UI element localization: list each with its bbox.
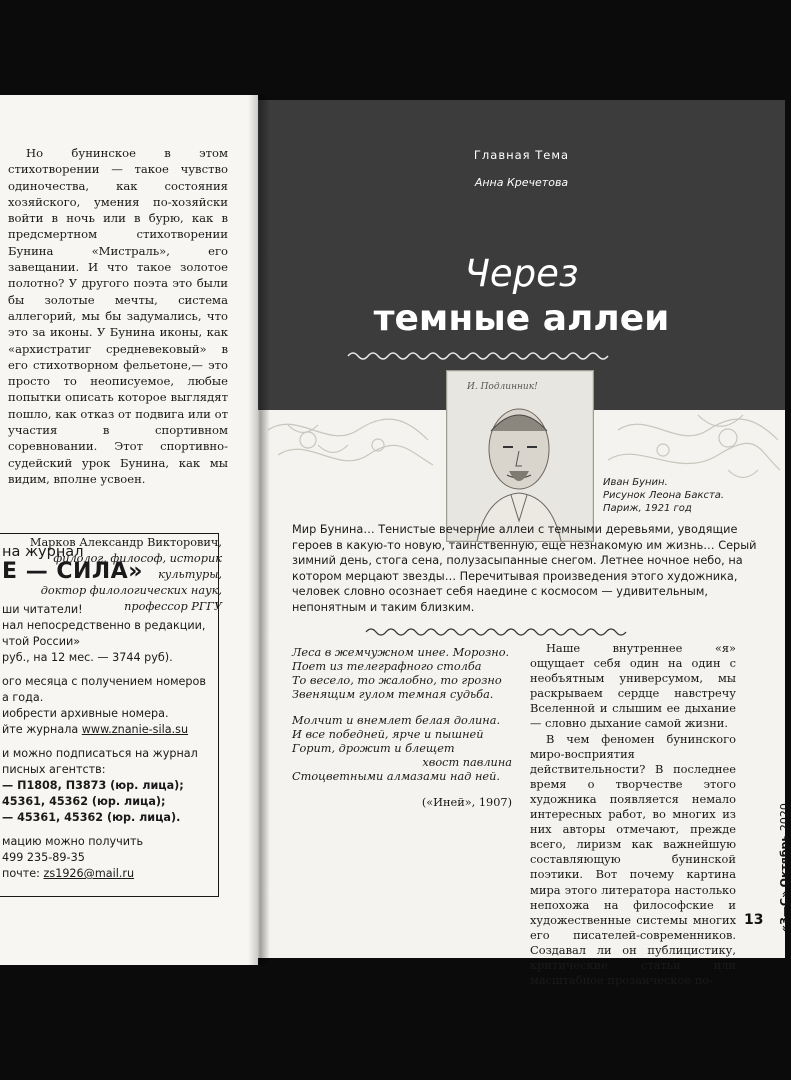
title-wave-ornament [348,350,608,362]
signature-title-1: филолог, философ, историк культуры, [53,552,222,581]
subscription-link[interactable]: zs1926@mail.ru [43,867,135,880]
subscription-line-text: почте: [2,867,44,880]
subscription-line-text: 45361, 45362 (юр. лица); [2,795,166,808]
subscription-line-text: нал непосредственно в редакции, [2,619,206,632]
subscription-line-text: писных агентств: [2,763,106,776]
subscription-line [2,674,212,690]
article-title-line1: Через [464,252,579,295]
subscription-box [0,533,219,897]
subscription-line [2,762,212,778]
subscription-line [2,794,212,810]
poem-line: Молчит и внемлет белая долина. [292,714,501,727]
subscription-spacer [2,738,212,746]
subscription-link[interactable]: www.znanie-sila.su [81,723,189,736]
subscription-line-text: 499 235-89-35 [2,851,85,864]
subscription-line-text: иобрести архивные номера. [2,707,169,720]
poem-line: То весело, то жалобно, то грозно [292,674,502,687]
running-head-month: Октябрь [778,834,791,888]
subscription-line [2,850,212,866]
poem-line-indented: хвост павлина [422,756,512,769]
subscription-line-text: ши читатели! [2,603,83,616]
portrait-caption [603,476,763,515]
subscription-spacer [2,826,212,834]
body-paragraph: Наше внутреннее «я» ощущает себя один на один с необъятным универсумом, мы раскрываем сердце навстречу Вселенной и слышим ее дыхание — словно дыхание самой жизни. [530,641,736,731]
subscription-line [2,618,212,634]
subscription-line-text: мацию можно получить [2,835,144,848]
right-page [258,100,791,988]
signature-name: Марков Александр Викторович, [29,536,222,549]
signature-title-3: профессор РГГУ [124,600,222,613]
subscription-line [2,834,212,850]
poem-source: («Иней», 1907) [421,796,512,809]
subscription-line [2,866,212,882]
article-lead: Мир Бунина… Тенистые вечерние аллеи с темными деревьями, уводящие героев в какую-то новую, таинственную, еще незнакомую им жизнь… Серый зимний день, стога сена, полузасыпанные снегом. Летнее ночное небо, на котором мерцают звезды… Перечитывая произведения этого художника, человек словно осознает себя наедине с космосом — удивительным, непонятным и таким близким. [292,523,757,614]
subscription-line-text: — 45361, 45362 (юр. лица). [2,811,181,824]
subscription-line [2,810,212,826]
subscription-line-text: чтой России» [2,635,81,648]
subscription-line-text: — П1808, П3873 (юр. лица); [2,779,184,792]
subscription-line [2,690,212,706]
subscription-line-text: ого месяца с получением номеров [2,675,206,688]
subscription-line [2,706,212,722]
divider-wave-ornament [366,626,626,638]
right-article-column [530,641,736,988]
body-paragraph: В чем феномен бунинского миро-восприятия действительности? В последнее время о творчестве этого художника появляется немало интересных работ, во многих из них авторы отмечают, прежде всего, лиризм как важнейшую составляющую бунинской поэтики. Вот почему картина мира этого литератора настолько непохожа на философские и художественные системы многих его писателей-современников. Создавал ли он публицистику, критические статьи или масштабное прозаическое по- [530,731,736,988]
subscription-line-text: йте журнала [2,723,82,736]
subscription-line [2,634,212,650]
page-gutter-shadow [248,95,270,965]
left-page [0,95,258,965]
subscription-head: на журнал [2,544,84,560]
subscription-line [2,746,212,762]
running-head-year: 2020 [778,803,791,832]
running-head-text [778,803,791,932]
page-number: 13 [744,912,764,928]
subscription-journal-name: Е — СИЛА» [2,559,143,584]
subscription-line [2,602,212,618]
poem-line: Леса в жемчужном инее. Морозно. [292,646,510,659]
title-banner [258,100,785,410]
svg-text:И. Подлинник!: И. Подлинник! [467,382,538,392]
subscription-body [2,602,212,882]
subscription-line [2,650,212,666]
stanza-gap [292,702,512,714]
poem-line: Поет из телеграфного столба [292,660,482,673]
caption-line-2: Рисунок Леона Бакста. [603,490,725,501]
signature-title-2: доктор филологических наук, [40,584,222,597]
article-author: Анна Кречетова [474,176,569,189]
left-paragraph: Но бунинское в этом стихотворении — такое чувство одиночества, как состояния хозяйского, умения по-хозяйски войти в ночь или в бурю, как в предсмертном стихотворении Бунина «Мистраль», его завещании. И что такое золотое полотно? У другого поэта это были бы золотые мечты, система аллегорий, мы бы задумались, что это за иконы. У Бунина иконы, как «архистратиг средневековый» в его стихотворном фельетоне,— это просто то неописуемое, любые попытки описать которое выглядят пошло, как отказ от подвига или от участия в спортивном соревновании. Этот спортивно-судейский урок Бунина, как мы видим, вполне усвоен. [8,146,228,486]
subscription-spacer [2,666,212,674]
subscription-line [2,722,212,738]
caption-line-1: Иван Бунин. [603,477,668,488]
subscription-line-text: руб., на 12 мес. — 3744 руб). [2,651,173,664]
running-head [764,752,791,932]
running-head-journal: «З—С» [778,890,791,932]
portrait-sketch-icon [447,371,593,541]
subscription-line [2,778,212,794]
poem-line: Звенящим гулом темная судьба. [292,688,494,701]
subscription-line-text: а года. [2,691,44,704]
section-kicker: Главная Тема [473,148,570,162]
article-title-line2: темные аллеи [373,298,670,339]
poem-line: Горит, дрожит и блещет [292,742,455,755]
left-article-column [8,145,228,487]
subscription-line-text: и можно подписаться на журнал [2,747,198,760]
poem-line: Стоцветными алмазами над ней. [292,770,500,783]
caption-line-3: Париж, 1921 год [603,503,692,514]
poem-block [292,646,512,810]
poem-line: И все победней, ярче и пышней [292,728,484,741]
portrait-drawing [446,370,594,542]
